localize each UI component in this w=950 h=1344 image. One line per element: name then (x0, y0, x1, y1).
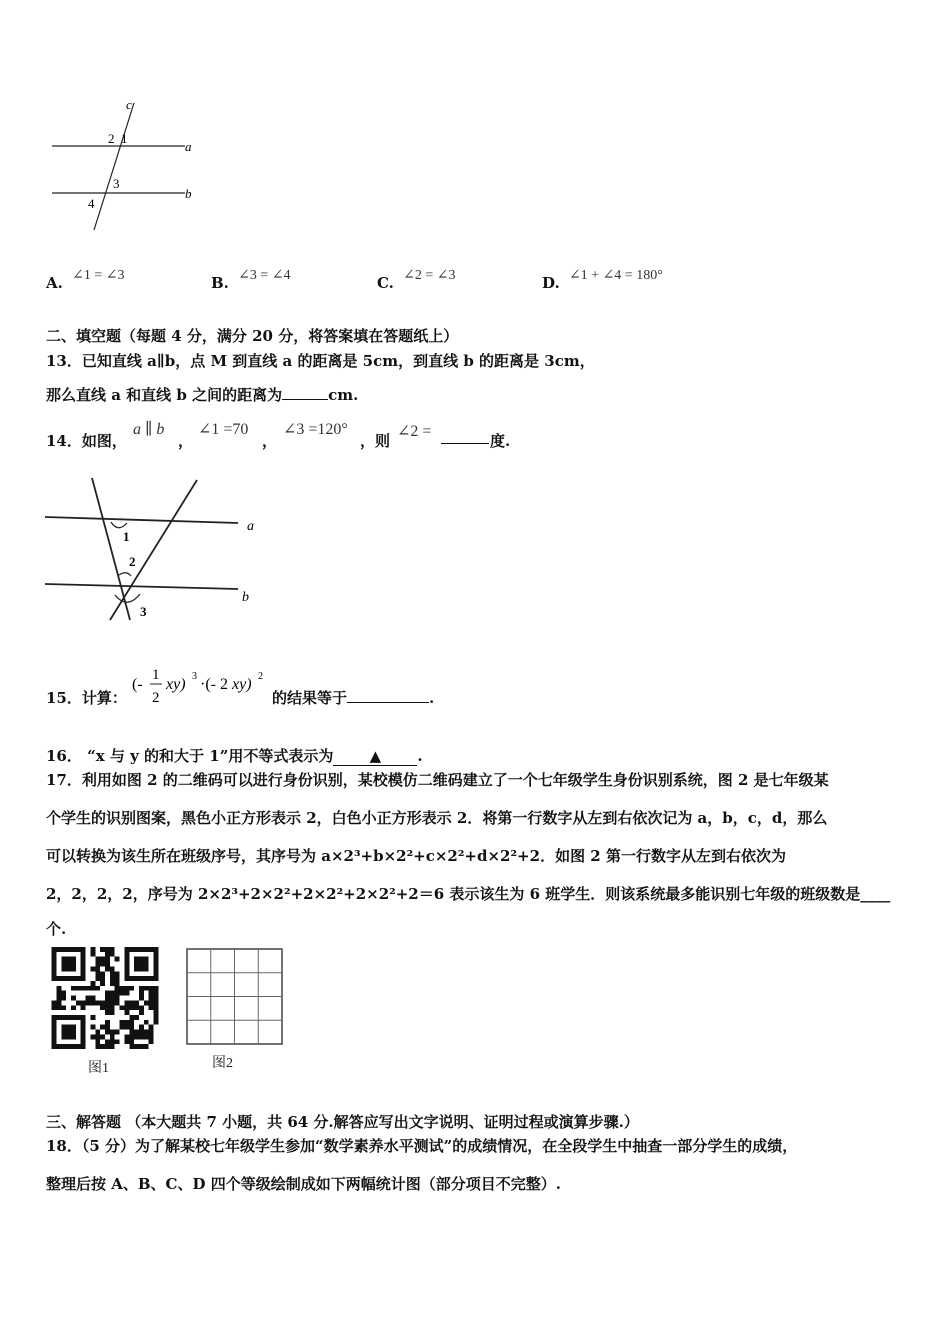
label-c: c (126, 97, 132, 112)
qr-module (105, 1030, 110, 1035)
qr-module (95, 986, 100, 991)
qr-module (134, 1034, 139, 1039)
qr-module (110, 966, 115, 971)
q17-line5: 个. (46, 920, 67, 938)
qr-module (61, 991, 66, 996)
qr-code-figure (50, 947, 160, 1049)
qr-module (110, 1044, 115, 1049)
qr-module (90, 1034, 95, 1039)
q14-suffix: 度. (490, 432, 511, 450)
qr-module (115, 1030, 120, 1035)
qr-module (124, 991, 129, 996)
qr-module (56, 991, 61, 996)
qr-module (129, 1020, 134, 1025)
angle-arc-1 (111, 522, 127, 528)
angle-label-3: 3 (113, 176, 120, 191)
qr-module (154, 1000, 159, 1005)
qr-module (124, 1010, 129, 1015)
qr-module (95, 962, 100, 967)
q15-answer-blank[interactable] (347, 702, 429, 703)
qr-module (95, 976, 100, 981)
qr-module (120, 1020, 125, 1025)
qr-module (139, 1030, 144, 1035)
qr-module (129, 1039, 134, 1044)
qr-module (110, 1030, 115, 1035)
qr-module (154, 996, 159, 1001)
q14-angle3: ∠3 =120° (283, 421, 348, 438)
qr-module (144, 1000, 149, 1005)
q17-line2: 个学生的识别图案，黑色小正方形表示 2，白色小正方形表示 2．将第一行数字从左到右依次记为 a，b，c，d，那么 (46, 809, 828, 827)
qr-module (154, 1010, 159, 1015)
qr-module (105, 1020, 110, 1025)
qr-module (81, 986, 86, 991)
qr-module (134, 1005, 139, 1010)
qr-module (100, 957, 105, 962)
label-a: a (247, 519, 254, 534)
q15-expression (128, 665, 270, 711)
triangle-marker-icon: ▲ (369, 747, 382, 765)
q17-line3: 可以转换为该生所在班级序号，其序号为 a×2³+b×2²+c×2²+d×2²+2．如图 2 第一行数字从左到右依次为 (46, 847, 786, 865)
qr-module (134, 1030, 139, 1035)
angle-label-1: 1 (121, 131, 128, 146)
transversal-2 (110, 480, 197, 620)
qr-module (115, 976, 120, 981)
qr-module (115, 1000, 120, 1005)
qr-module (110, 996, 115, 1001)
qr-module (71, 996, 76, 1001)
qr-module (110, 1000, 115, 1005)
qr-module (139, 1025, 144, 1030)
qr-module (105, 966, 110, 971)
qr-module (134, 1000, 139, 1005)
qr-module (90, 952, 95, 957)
qr-module (52, 1000, 57, 1005)
qr-module (110, 952, 115, 957)
qr-module (105, 962, 110, 967)
line-c (94, 103, 134, 230)
qr-module (61, 957, 76, 972)
qr-module (90, 1000, 95, 1005)
q15-suffix: 的结果等于 . (272, 689, 435, 707)
svg-text:(-: (- (132, 676, 143, 693)
qr-module (115, 986, 120, 991)
qr-module (90, 1015, 95, 1020)
qr-module (129, 1005, 134, 1010)
qr-module (139, 1034, 144, 1039)
qr-module (149, 1039, 154, 1044)
option-a[interactable]: A. ∠1 = ∠3 (46, 268, 125, 292)
qr-module (100, 981, 105, 986)
qr-module (76, 986, 81, 991)
qr-module (154, 991, 159, 996)
line-a (45, 517, 238, 523)
q14-parallel: a ∥ b (133, 421, 165, 438)
qr-module (56, 1000, 61, 1005)
qr-module (154, 1015, 159, 1020)
qr-module (149, 1030, 154, 1035)
qr-module (154, 986, 159, 991)
qr-module (95, 1030, 100, 1035)
qr-module (134, 1044, 139, 1049)
qr-module (120, 1025, 125, 1030)
qr-module (100, 1025, 105, 1030)
qr-module (86, 986, 91, 991)
q13-answer-blank[interactable] (282, 399, 328, 400)
angle-label-1: 1 (123, 529, 130, 544)
qr-module (81, 1005, 86, 1010)
q14-angle2: ∠2 = (397, 423, 432, 440)
qr-module (56, 986, 61, 991)
qr-module (105, 957, 110, 962)
qr-module (139, 1044, 144, 1049)
qr-module (95, 966, 100, 971)
qr-module (110, 1010, 115, 1015)
angle-arc-2 (119, 573, 131, 576)
qr-module (149, 1025, 154, 1030)
qr-module (124, 1034, 129, 1039)
qr-module (124, 986, 129, 991)
qr-module (110, 981, 115, 986)
q13-line2: 那么直线 a 和直线 b 之间的距离为 cm. (46, 386, 359, 404)
qr-module (110, 976, 115, 981)
qr-module (124, 1005, 129, 1010)
qr-module (129, 1000, 134, 1005)
q14-then: ，则 (360, 432, 391, 450)
svg-text:2: 2 (152, 690, 160, 706)
transversal-1 (92, 478, 130, 620)
qr-module (144, 1044, 149, 1049)
qr-module (61, 996, 66, 1001)
qr-module (100, 947, 105, 952)
qr-module (110, 1005, 115, 1010)
svg-text:1: 1 (152, 667, 160, 683)
qr-module (120, 1005, 125, 1010)
svg-text:2: 2 (258, 671, 263, 682)
qr-module (105, 952, 110, 957)
option-c[interactable]: C. ∠2 = ∠3 (377, 268, 456, 292)
qr-module (134, 1015, 139, 1020)
label-a: a (185, 139, 192, 154)
qr-module (95, 971, 100, 976)
qr-module (139, 986, 144, 991)
q16: 16． “x 与 y 的和大于 1”用不等式表示为 ▲ . (46, 747, 423, 765)
qr-module (110, 991, 115, 996)
qr-module (105, 947, 110, 952)
qr-module (124, 1020, 129, 1025)
fig1-caption: 图1 (88, 1061, 109, 1076)
qr-module (149, 996, 154, 1001)
grid-figure (186, 948, 284, 1046)
qr-module (129, 1015, 134, 1020)
q14-angle1: ∠1 =70 (198, 421, 249, 438)
svg-text:xy): xy) (166, 676, 186, 693)
q12-figure (40, 95, 210, 240)
label-b: b (185, 186, 192, 201)
qr-module (144, 1030, 149, 1035)
qr-module (129, 1030, 134, 1035)
qr-module (144, 1020, 149, 1025)
qr-module (149, 1000, 154, 1005)
q14-answer-blank[interactable] (441, 443, 489, 444)
qr-module (90, 947, 95, 952)
qr-module (139, 1005, 144, 1010)
qr-module (56, 996, 61, 1001)
qr-module (100, 1000, 105, 1005)
qr-module (149, 986, 154, 991)
qr-module (71, 1005, 76, 1010)
qr-module (139, 1010, 144, 1015)
qr-module (149, 991, 154, 996)
qr-module (129, 1025, 134, 1030)
svg-text:3: 3 (192, 671, 197, 682)
qr-module (100, 1005, 105, 1010)
qr-module (110, 947, 115, 952)
qr-module (115, 1039, 120, 1044)
qr-module (149, 1005, 154, 1010)
qr-module (95, 1039, 100, 1044)
qr-module (71, 986, 76, 991)
q14-figure (40, 470, 270, 630)
qr-module (129, 1034, 134, 1039)
qr-module (110, 971, 115, 976)
qr-module (129, 986, 134, 991)
qr-module (105, 1044, 110, 1049)
option-b[interactable]: B. ∠3 = ∠4 (211, 268, 291, 292)
qr-module (90, 996, 95, 1001)
q15-prefix: 15．计算： (46, 689, 127, 707)
qr-module (149, 1034, 154, 1039)
qr-module (76, 1000, 81, 1005)
q18-line2: 整理后按 A、B、C、D 四个等级绘制成如下两幅统计图（部分项目不完整）. (46, 1175, 561, 1193)
q14-sep2: ， (262, 432, 278, 450)
qr-module (154, 1005, 159, 1010)
option-d[interactable]: D. ∠1 + ∠4 = 180° (542, 268, 663, 292)
qr-module (61, 1025, 76, 1040)
angle-label-3: 3 (140, 604, 147, 619)
angle-label-2: 2 (129, 554, 136, 569)
qr-module (139, 996, 144, 1001)
qr-module (110, 1039, 115, 1044)
qr-module (115, 991, 120, 996)
qr-module (115, 957, 120, 962)
qr-module (86, 996, 91, 1001)
qr-module (61, 1005, 66, 1010)
qr-module (81, 1000, 86, 1005)
qr-module (56, 1005, 61, 1010)
q14-prefix: 14．如图， (46, 432, 127, 450)
q17-line1: 17．利用如图 2 的二维码可以进行身份识别，某校模仿二维码建立了一个七年级学生身份识别系统，图 2 是七年级某 (46, 771, 829, 789)
q18-line1: 18．（5 分）为了解某校七年级学生参加“数学素养水平测试”的成绩情况，在全段学生中抽查一部分学生的成绩， (46, 1137, 798, 1155)
qr-module (115, 971, 120, 976)
qr-module (100, 1044, 105, 1049)
qr-module (95, 1044, 100, 1049)
qr-module (110, 1034, 115, 1039)
qr-module (105, 996, 110, 1001)
qr-module (105, 991, 110, 996)
qr-module (115, 996, 120, 1001)
q17-line4: 2，2，2，2，序号为 2×2³+2×2²+2×2²+2×2²+2＝6 表示该生为 6 班学生．则该系统最多能识别七年级的班级数是____ (46, 885, 891, 903)
qr-module (120, 991, 125, 996)
fig2-caption: 图2 (212, 1056, 233, 1071)
svg-text:xy): xy) (232, 676, 252, 693)
qr-module (129, 1044, 134, 1049)
qr-module (139, 991, 144, 996)
qr-module (90, 986, 95, 991)
qr-module (105, 1005, 110, 1010)
label-b: b (242, 590, 249, 605)
qr-module (154, 1020, 159, 1025)
angle-label-4: 4 (88, 196, 95, 211)
q16-answer-blank[interactable] (333, 747, 417, 766)
qr-module (144, 1034, 149, 1039)
q13-line1: 13．已知直线 a∥b，点 M 到直线 a 的距离是 5cm，到直线 b 的距离是 3cm， (46, 352, 595, 370)
section-3-title: 三、解答题 （本大题共 7 小题，共 64 分.解答应写出文字说明、证明过程或演算步骤.） (46, 1113, 639, 1131)
qr-module (105, 1025, 110, 1030)
qr-module (95, 1000, 100, 1005)
qr-module (115, 981, 120, 986)
qr-module (90, 1025, 95, 1030)
qr-module (100, 971, 105, 976)
qr-module (124, 1000, 129, 1005)
angle-arc-3 (115, 594, 140, 602)
section-2-title: 二、填空题（每题 4 分，满分 20 分，将答案填在答题纸上） (46, 327, 459, 345)
qr-module (90, 981, 95, 986)
qr-module (100, 976, 105, 981)
qr-module (100, 962, 105, 967)
angle-label-2: 2 (108, 131, 115, 146)
qr-module (95, 1034, 100, 1039)
q14-sep1: ， (178, 432, 194, 450)
qr-module (105, 1039, 110, 1044)
qr-module (120, 986, 125, 991)
qr-module (90, 966, 95, 971)
qr-module (124, 1039, 129, 1044)
qr-module (100, 1034, 105, 1039)
qr-module (86, 1000, 91, 1005)
svg-text:·(- 2: ·(- 2 (200, 676, 228, 693)
qr-module (134, 957, 149, 972)
qr-module (105, 1000, 110, 1005)
qr-module (105, 1010, 110, 1015)
line-b (45, 584, 238, 589)
qr-module (95, 957, 100, 962)
qr-module (144, 986, 149, 991)
qr-module (52, 1005, 57, 1010)
qr-module (124, 1025, 129, 1030)
